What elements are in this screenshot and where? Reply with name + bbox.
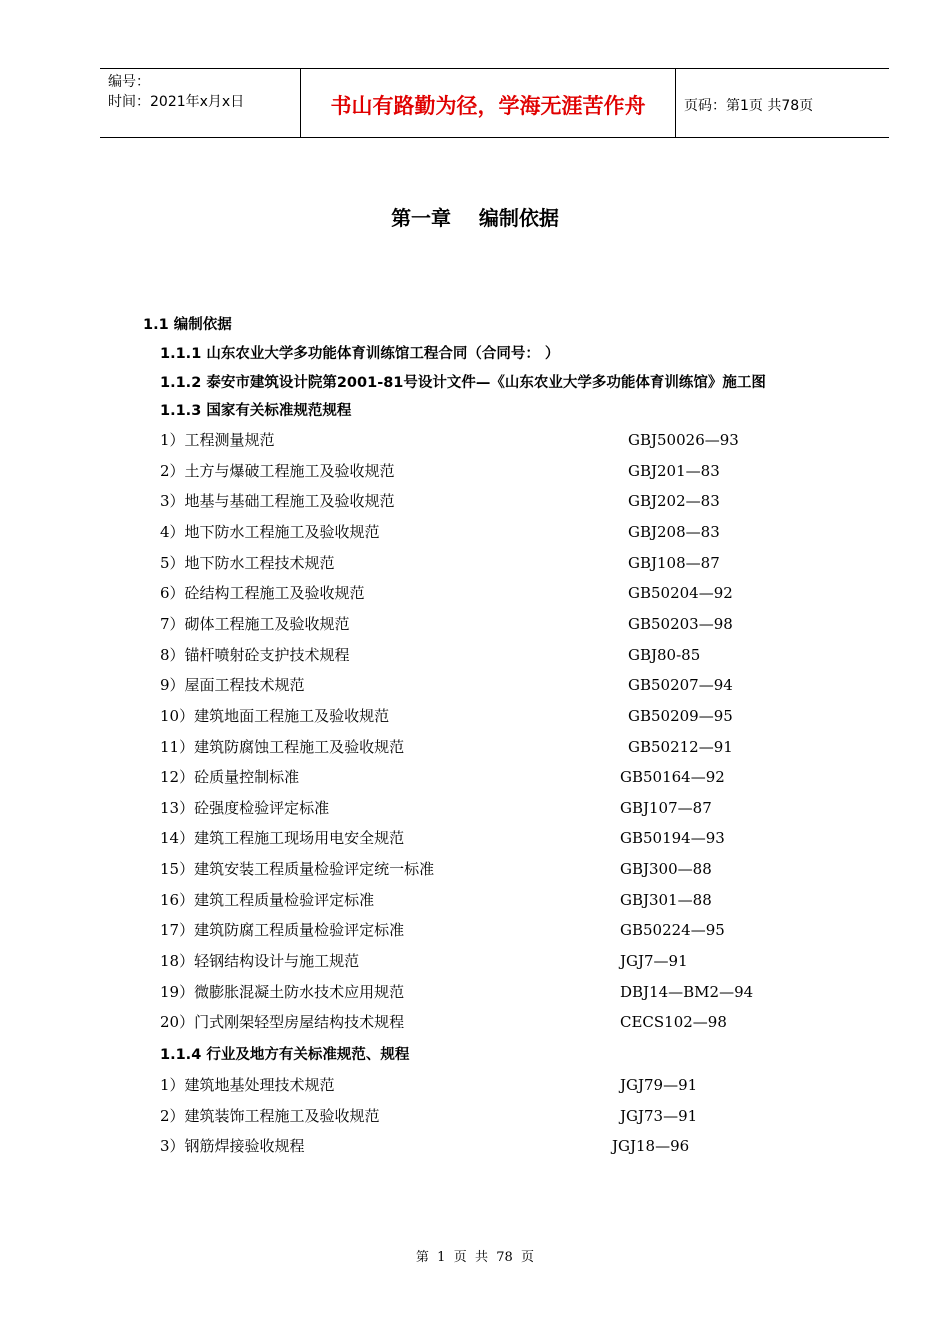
standard-code: CECS102—98	[620, 1013, 727, 1032]
standard-name: 17）建筑防腐工程质量检验评定标准	[160, 921, 405, 940]
document-header	[100, 68, 889, 138]
standard-code: GB50224—95	[620, 921, 725, 940]
standard-code: GB50203—98	[628, 614, 733, 633]
standard-name: 4）地下防水工程施工及验收规范	[160, 522, 380, 541]
standard-code: DBJ14—BM2—94	[620, 982, 754, 1001]
standard-name: 10）建筑地面工程施工及验收规范	[160, 706, 390, 725]
header-page-cell	[675, 69, 889, 137]
standard-name: 19）微膨胀混凝土防水技术应用规范	[160, 982, 405, 1001]
standard-name: 7）砌体工程施工及验收规范	[160, 614, 350, 633]
subsection-heading: 1.1.2 泰安市建筑设计院第2001-81号设计文件—《山东农业大学多功能体育训练馆》施工图	[160, 375, 766, 391]
standard-code: GBJ201—83	[628, 461, 720, 480]
chapter-title: 第一章 编制依据	[391, 206, 559, 230]
standard-name: 20）门式刚架轻型房屋结构技术规程	[160, 1013, 405, 1032]
header-page-info: 页码：第1页 共78页	[684, 98, 814, 114]
standard-name: 9）屋面工程技术规范	[160, 676, 305, 695]
standard-code: GBJ80-85	[628, 645, 701, 664]
document-time-label: 时间：2021年x月x日	[108, 94, 245, 110]
subsection-heading: 1.1.3 国家有关标准规范规程	[160, 403, 352, 419]
standard-name: 13）砼强度检验评定标准	[160, 798, 330, 817]
header-slogan-cell	[300, 69, 676, 137]
standard-name: 3）钢筋焊接验收规程	[160, 1137, 305, 1156]
standard-name: 15）建筑安装工程质量检验评定统一标准	[160, 860, 435, 879]
standard-code: GBJ107—87	[620, 798, 712, 817]
standard-code: GB50212—91	[628, 737, 733, 756]
standard-code: GB50209—95	[628, 706, 733, 725]
standard-name: 6）砼结构工程施工及验收规范	[160, 584, 365, 603]
standard-name: 11）建筑防腐蚀工程施工及验收规范	[160, 737, 405, 756]
standard-name: 2）建筑装饰工程施工及验收规范	[160, 1106, 380, 1125]
header-slogan: 书山有路勤为径，学海无涯苦作舟	[330, 94, 646, 118]
standard-code: GBJ208—83	[628, 522, 720, 541]
standard-code: GB50207—94	[628, 676, 733, 695]
standard-name: 16）建筑工程质量检验评定标准	[160, 890, 375, 909]
standard-name: 18）轻钢结构设计与施工规范	[160, 952, 360, 971]
standard-code: JGJ79—91	[620, 1076, 698, 1094]
standard-code: GBJ301—88	[620, 890, 712, 909]
header-meta	[100, 69, 300, 137]
page-footer: 第 1 页 共 78 页	[415, 1250, 535, 1265]
standard-name: 1）工程测量规范	[160, 431, 275, 449]
standard-code: JGJ73—91	[620, 1106, 698, 1125]
standard-code: GB50194—93	[620, 829, 725, 848]
standard-code: JGJ7—91	[620, 952, 688, 971]
standard-name: 14）建筑工程施工现场用电安全规范	[160, 829, 405, 848]
standard-name: 5）地下防水工程技术规范	[160, 553, 335, 572]
standard-code: GBJ50026—93	[628, 431, 739, 449]
document-number-label: 编号：	[108, 74, 150, 90]
section-heading: 1.1 编制依据	[143, 317, 232, 333]
subsection-heading: 1.1.1 山东农业大学多功能体育训练馆工程合同（合同号： ）	[160, 346, 560, 362]
standard-name: 3）地基与基础工程施工及验收规范	[160, 492, 395, 511]
standard-code: GBJ202—83	[628, 492, 720, 511]
standard-code: JGJ18—96	[612, 1137, 690, 1156]
standard-name: 2）土方与爆破工程施工及验收规范	[160, 461, 395, 480]
standard-code: GBJ300—88	[620, 860, 712, 879]
standard-code: GB50164—92	[620, 768, 725, 787]
standard-name: 12）砼质量控制标准	[160, 768, 300, 787]
standard-name: 1）建筑地基处理技术规范	[160, 1076, 335, 1094]
standard-name: 8）锚杆喷射砼支护技术规程	[160, 645, 350, 664]
subsection-heading: 1.1.4 行业及地方有关标准规范、规程	[160, 1047, 410, 1063]
standard-code: GBJ108—87	[628, 553, 720, 572]
standard-code: GB50204—92	[628, 584, 733, 603]
